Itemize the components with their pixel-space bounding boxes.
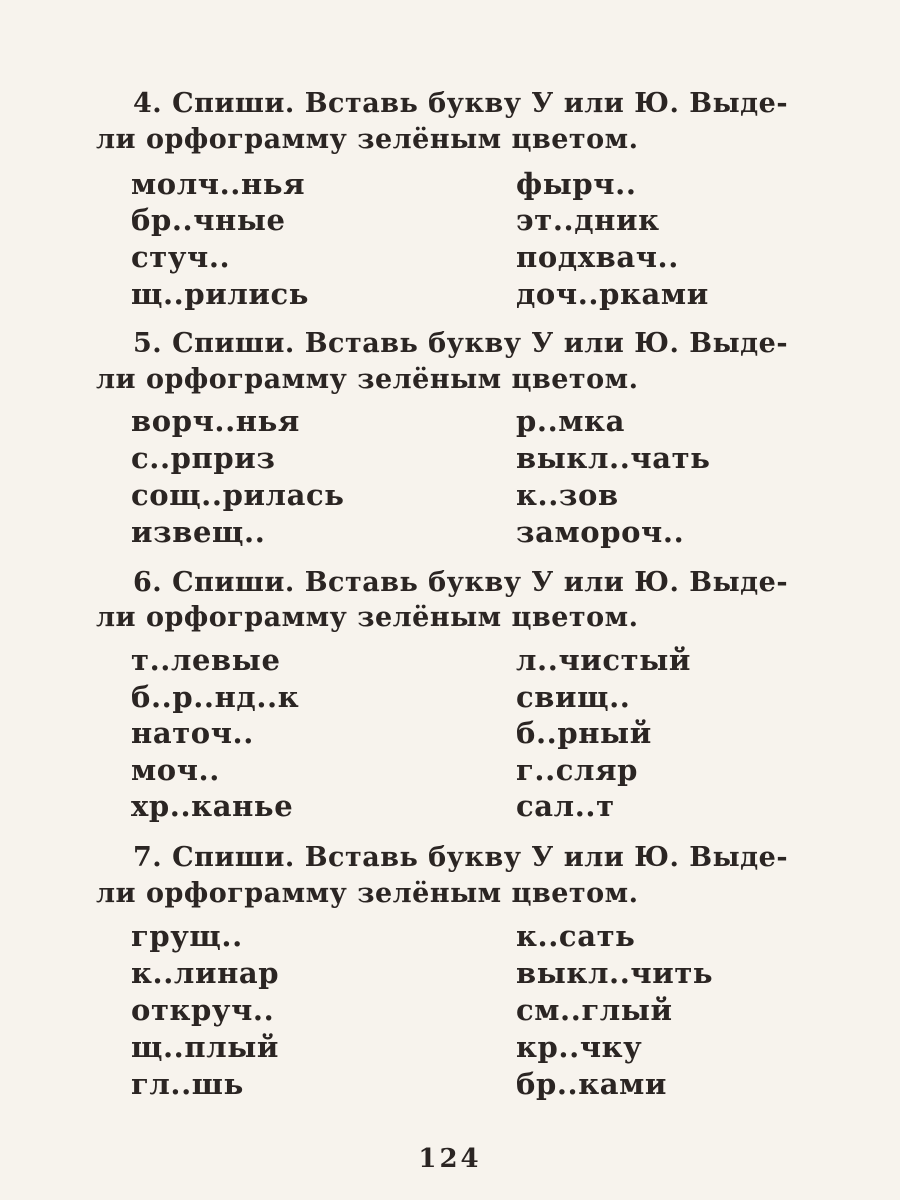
exercise-4-word-right-2: эт..дник — [516, 203, 660, 237]
exercise-7-word-right-5: бр..ками — [516, 1067, 668, 1101]
exercise-7-word-right-2: выкл..чить — [516, 956, 714, 990]
exercise-4-word-left-2: бр..чные — [131, 203, 286, 237]
exercise-5-instruction-line1: 5. Спиши. Вставь букву У или Ю. Выде- — [133, 328, 789, 359]
exercise-6-instruction-line2: ли орфограмму зелёным цветом. — [96, 602, 639, 633]
exercise-5-word-left-3: сощ..рилась — [131, 478, 345, 512]
exercise-5-instruction-line2: ли орфограмму зелёным цветом. — [96, 364, 639, 395]
exercise-7-word-left-3: откруч.. — [131, 993, 275, 1027]
exercise-6-word-right-4: г..сляр — [516, 753, 638, 787]
exercise-6-word-right-3: б..рный — [516, 716, 652, 750]
exercise-7-word-left-4: щ..плый — [131, 1030, 280, 1064]
exercise-5-word-left-1: ворч..нья — [131, 404, 300, 438]
exercise-7-word-left-5: гл..шь — [131, 1067, 244, 1101]
exercise-7-word-left-2: к..линар — [131, 956, 280, 990]
exercise-4-word-left-1: молч..нья — [131, 167, 306, 201]
exercise-7-word-left-1: грущ.. — [131, 919, 243, 953]
exercise-6-word-left-3: наточ.. — [131, 716, 254, 750]
exercise-4-word-left-3: стуч.. — [131, 240, 231, 274]
page-number: 124 — [418, 1144, 482, 1174]
exercise-6-word-left-4: моч.. — [131, 753, 220, 787]
exercise-7-word-right-4: кр..чку — [516, 1030, 643, 1064]
exercise-4-instruction-line2: ли орфограмму зелёным цветом. — [96, 124, 639, 155]
exercise-7-word-right-3: см..глый — [516, 993, 673, 1027]
exercise-5-word-right-1: р..мка — [516, 404, 625, 438]
exercise-6-word-left-5: хр..канье — [131, 789, 294, 823]
exercise-4-word-right-4: доч..рками — [516, 277, 709, 311]
exercise-6-word-right-5: сал..т — [516, 789, 615, 823]
exercise-5-word-left-2: с..рприз — [131, 441, 276, 475]
exercise-5-word-right-3: к..зов — [516, 478, 619, 512]
exercise-4-word-left-4: щ..рились — [131, 277, 310, 311]
exercise-4-word-right-3: подхвач.. — [516, 240, 679, 274]
exercise-6-word-right-2: свищ.. — [516, 680, 631, 714]
exercise-6-word-left-2: б..р..нд..к — [131, 680, 300, 714]
exercise-5-word-left-4: извещ.. — [131, 515, 266, 549]
exercise-6-word-right-1: л..чистый — [516, 643, 691, 677]
exercise-5-word-right-4: замороч.. — [516, 515, 685, 549]
exercise-7-instruction-line1: 7. Спиши. Вставь букву У или Ю. Выде- — [133, 842, 789, 873]
exercise-6-word-left-1: т..левые — [131, 643, 281, 677]
exercise-7-instruction-line2: ли орфограмму зелёным цветом. — [96, 878, 639, 909]
exercise-5-word-right-2: выкл..чать — [516, 441, 711, 475]
exercise-7-word-right-1: к..сать — [516, 919, 636, 953]
exercise-4-word-right-1: фырч.. — [516, 167, 637, 201]
exercise-4-instruction-line1: 4. Спиши. Вставь букву У или Ю. Выде- — [133, 88, 789, 119]
exercise-6-instruction-line1: 6. Спиши. Вставь букву У или Ю. Выде- — [133, 567, 789, 598]
